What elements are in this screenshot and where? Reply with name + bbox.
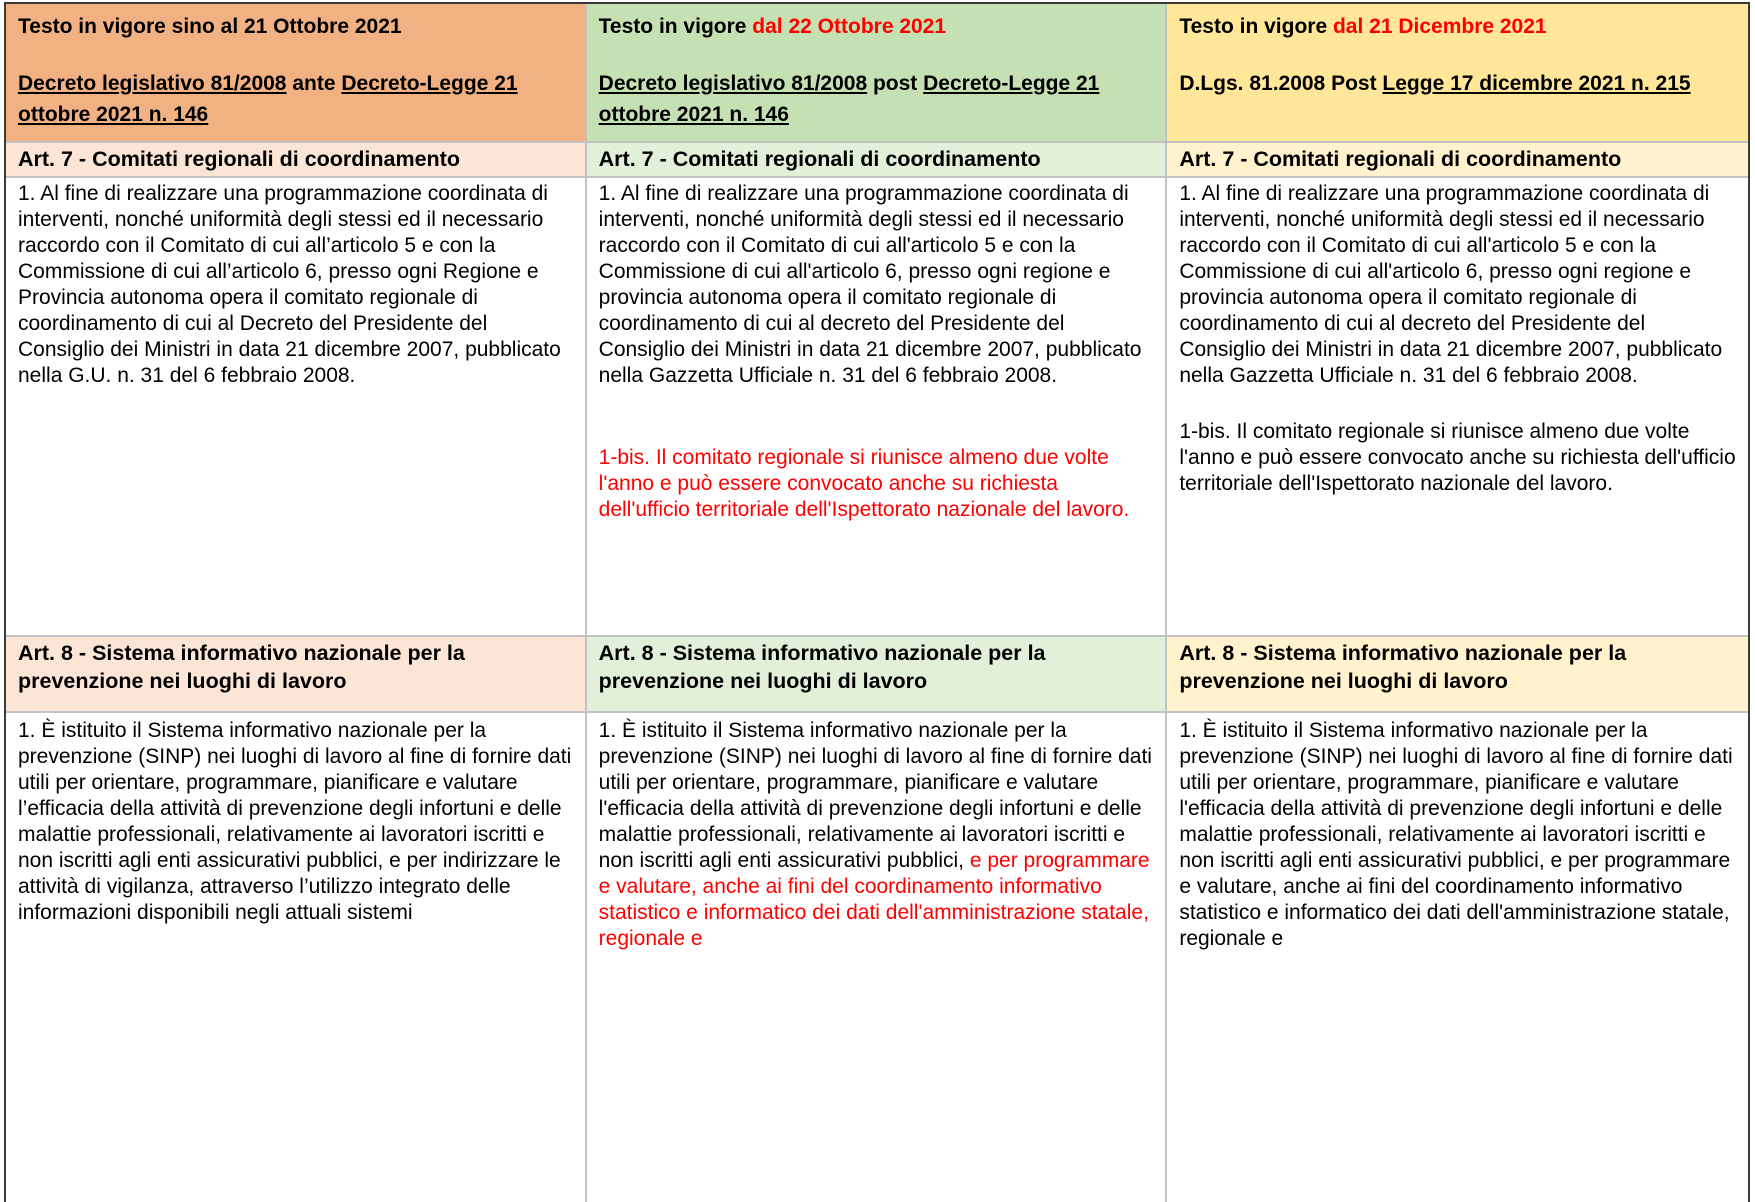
article-title: Art. 7 - Comitati regionali di coordinamento xyxy=(598,147,1041,171)
validity-date-highlight: dal 22 Ottobre 2021 xyxy=(752,15,947,38)
header-cell-text-before-21-oct xyxy=(6,4,587,143)
article-title: Art. 8 - Sistema informativo nazionale per la prevenzione nei luoghi di lavoro xyxy=(18,641,465,693)
law-ref-decree: Decreto legislativo 81/2008 xyxy=(18,72,287,95)
art7-paragraph-1: 1. Al fine di realizzare una programmazione coordinata di interventi, nonché uniformità degli stessi ed il necessario raccordo con il Comitato di cui all'articolo 5 e con la Commissione di cui all'articolo 6, presso ogni regione e provincia autonoma opera il comitato regionale di coordinamento di cui al decreto del Presidente del Consiglio dei Ministri in data 21 dicembre 2007, pubblicato nella Gazzetta Ufficiale n. 31 del 6 febbraio 2008. xyxy=(1179,182,1723,387)
art8-body-col1 xyxy=(6,713,587,1202)
art8-paragraph-1 xyxy=(18,718,573,926)
law-reference xyxy=(18,68,573,130)
art8-body-col3 xyxy=(1167,713,1748,1202)
law-ref-amending-act: Decreto-Legge 21 ottobre 2021 n. 146 xyxy=(18,72,518,126)
art8-title-col3 xyxy=(1167,637,1748,713)
validity-period xyxy=(1179,11,1736,42)
art7-paragraph-1: 1. Al fine di realizzare una programmazione coordinata di interventi, nonché uniformità degli stessi ed il necessario raccordo con il Comitato di cui all’articolo 5 e con la Commissione di cui all’articolo 6, presso ogni Regione e Provincia autonoma opera il comitato regionale di coordinamento di cui al Decreto del Presidente del Consiglio dei Ministri in data 21 dicembre 2007, pubblicato nella G.U. n. 31 del 6 febbraio 2008. xyxy=(18,182,561,387)
art7-paragraph-1: 1. Al fine di realizzare una programmazione coordinata di interventi, nonché uniformità degli stessi ed il necessario raccordo con il Comitato di cui all'articolo 5 e con la Commissione di cui all'articolo 6, presso ogni regione e provincia autonoma opera il comitato regionale di coordinamento di cui al decreto del Presidente del Consiglio dei Ministri in data 21 dicembre 2007, pubblicato nella Gazzetta Ufficiale n. 31 del 6 febbraio 2008. xyxy=(598,182,1142,387)
art8-paragraph-1 xyxy=(1179,718,1736,952)
law-ref-connector: ante xyxy=(286,72,342,95)
validity-text: Testo in vigore xyxy=(598,15,753,38)
law-ref-amending-act: Legge 17 dicembre 2021 n. 215 xyxy=(1382,72,1691,95)
legislation-comparison-table xyxy=(4,2,1750,1202)
art8-text-unchanged: 1. È istituito il Sistema informativo nazionale per la prevenzione (SINP) nei luoghi di lavoro al fine di fornire dati utili per orientare, programmare, pianificare e valutare l’efficacia della attività di prevenzione degli infortuni e delle malattie professionali, relativamente ai lavoratori iscritti e non iscritti agli enti assicurativi pubblici, e per indirizzare le attività di vigilanza, attraverso l’utilizzo integrato delle informazioni disponibili negli attuali sistemi xyxy=(18,719,572,924)
art8-title-col1 xyxy=(6,637,587,713)
art7-body-col2 xyxy=(587,178,1168,637)
art8-text-unchanged: 1. È istituito il Sistema informativo nazionale per la prevenzione (SINP) nei luoghi di lavoro al fine di fornire dati utili per orientare, programmare, pianificare e valutare l'efficacia della attività di prevenzione degli infortuni e delle malattie professionali, relativamente ai lavoratori iscritti e non iscritti agli enti assicurativi pubblici, xyxy=(598,719,1152,872)
art7-title-col3 xyxy=(1167,143,1748,178)
art8-text-unchanged: 1. È istituito il Sistema informativo nazionale per la prevenzione (SINP) nei luoghi di lavoro al fine di fornire dati utili per orientare, programmare, pianificare e valutare l'efficacia della attività di prevenzione degli infortuni e delle malattie professionali, relativamente ai lavoratori iscritti e non iscritti agli enti assicurativi pubblici, e per programmare e valutare, anche ai fini del coordinamento informativo statistico e informatico dei dati dell'amministrazione statale, regionale e xyxy=(1179,719,1733,950)
validity-period xyxy=(599,11,1154,42)
law-ref-decree: D.Lgs. 81.2008 Post xyxy=(1179,72,1383,95)
law-reference xyxy=(1179,68,1736,99)
article-title: Art. 7 - Comitati regionali di coordinamento xyxy=(1179,147,1622,171)
law-ref-connector: post xyxy=(867,72,924,95)
article-title: Art. 8 - Sistema informativo nazionale per la prevenzione nei luoghi di lavoro xyxy=(1179,641,1627,693)
article-title: Art. 7 - Comitati regionali di coordinamento xyxy=(18,147,460,171)
art7-paragraph-1bis: 1-bis. Il comitato regionale si riunisce almeno due volte l'anno e può essere convocato anche su richiesta dell'ufficio territoriale dell'Ispettorato nazionale del lavoro. xyxy=(598,446,1130,521)
validity-period xyxy=(18,11,573,42)
law-reference xyxy=(599,68,1154,130)
header-cell-text-from-22-oct xyxy=(587,4,1168,143)
header-cell-text-from-21-dec xyxy=(1167,4,1748,143)
art8-body-col2 xyxy=(587,713,1168,1202)
validity-text: Testo in vigore sino al 21 Ottobre 2021 xyxy=(18,15,402,38)
validity-date-highlight: dal 21 Dicembre 2021 xyxy=(1332,15,1547,38)
law-ref-amending-act: Decreto-Legge 21 ottobre 2021 n. 146 xyxy=(598,72,1100,126)
art8-text-amended: e per programmare e valutare, anche ai fini del coordinamento informativo statistico e informatico dei dati dell'amministrazione statale, regionale e xyxy=(598,849,1150,950)
art7-body-col3 xyxy=(1167,178,1748,637)
art7-paragraph-1bis: 1-bis. Il comitato regionale si riunisce almeno due volte l'anno e può essere convocato anche su richiesta dell'ufficio territoriale dell'Ispettorato nazionale del lavoro. xyxy=(1179,420,1736,495)
art7-title-col1 xyxy=(6,143,587,178)
validity-text: Testo in vigore xyxy=(1179,15,1333,38)
art8-paragraph-1 xyxy=(599,718,1154,952)
law-ref-decree: Decreto legislativo 81/2008 xyxy=(598,72,868,95)
art8-title-col2 xyxy=(587,637,1168,713)
art7-title-col2 xyxy=(587,143,1168,178)
article-title: Art. 8 - Sistema informativo nazionale per la prevenzione nei luoghi di lavoro xyxy=(598,641,1046,693)
art7-body-col1 xyxy=(6,178,587,637)
